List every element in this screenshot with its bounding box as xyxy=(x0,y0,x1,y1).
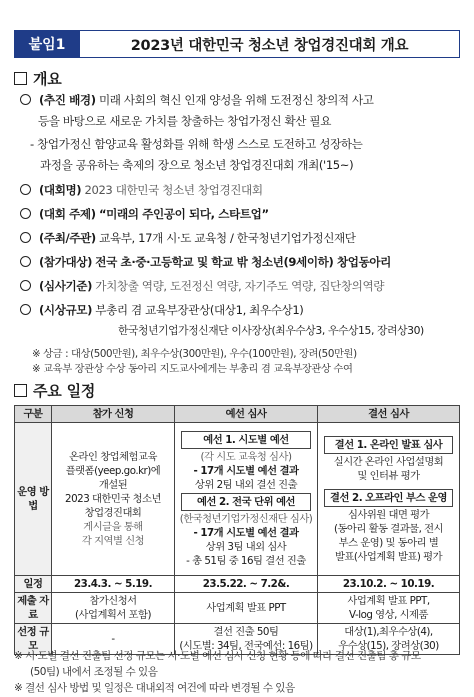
prelim-scale-line: (시도별: 34팀, 전국예선: 16팀) xyxy=(179,640,313,652)
final-materials-line: 사업계획 발표 PPT, xyxy=(347,595,430,607)
prelim-method-cell xyxy=(175,423,318,576)
prelim2-line: - 총 51팀 중 16팀 결선 진출 xyxy=(186,555,306,567)
item-eligibility: (참가대상) 전국 초·중·고등학교 및 학교 밖 청소년(9세이하) 창업동아리 xyxy=(20,252,460,273)
attachment-tag: 붙임1 xyxy=(14,30,80,58)
prelim1-line: 상위 2팀 내외 결선 진출 xyxy=(194,479,298,491)
row-label-scale: 선정 규모 xyxy=(15,624,52,655)
final-materials-cell xyxy=(318,593,460,624)
apply-method-cell xyxy=(52,423,175,576)
section-square-icon xyxy=(14,384,27,397)
table-row-materials xyxy=(15,593,460,624)
row-label-materials: 제출 자료 xyxy=(15,593,52,624)
item-background: (추진 배경) 미래 사회의 혁신 인재 양성을 위해 도전정신 창의적 사고 xyxy=(20,90,460,111)
footnote-schedule-change: ※ 결선 심사 방법 및 일정은 대내외적 여건에 따라 변경될 수 있음 xyxy=(14,682,295,694)
item-background-line2: 등을 바탕으로 새로운 가치를 창출하는 창업가정신 확산 필요 xyxy=(38,114,331,128)
prelim-schedule-cell: 23.5.22. ~ 7.2&. xyxy=(175,576,318,593)
final2-title: 결선 2. 오프라인 부스 운영 xyxy=(324,489,453,507)
col-header-prelim: 예선 심사 xyxy=(175,406,318,423)
apply-line: 2023 대한민국 청소년 xyxy=(65,493,161,505)
prelim1-sub: (각 시도 교육청 심사) xyxy=(200,451,292,463)
row-label-schedule: 일정 xyxy=(15,576,52,593)
circle-bullet-icon xyxy=(20,94,31,105)
final2-line: 부스 운영) 및 동아리 별 xyxy=(338,536,439,549)
col-header-final: 결선 심사 xyxy=(318,406,460,423)
final1-title: 결선 1. 온라인 발표 심사 xyxy=(324,436,453,454)
col-header-category: 구분 xyxy=(15,406,52,423)
circle-bullet-icon xyxy=(20,280,31,291)
final2-line: 발표(사업계획 발표) 평가 xyxy=(334,550,443,563)
apply-materials-cell xyxy=(52,593,175,624)
prelim1-line: - 17개 시도별 예선 결과 xyxy=(193,465,299,477)
apply-schedule-cell: 23.4.3. ~ 5.19. xyxy=(52,576,175,593)
final-schedule-cell: 23.10.2. ~ 10.19. xyxy=(318,576,460,593)
final2-line: (동아리 활동 결과물, 전시 xyxy=(333,522,444,535)
prelim1-title: 예선 1. 시도별 예선 xyxy=(181,431,311,449)
item-awards-line2: 한국청년기업가정신재단 이사장상(최우수상3, 우수상15, 장려상30) xyxy=(118,324,424,337)
footnote-quota-cont: (50팀) 내에서 조정될 수 있음 xyxy=(30,666,158,678)
apply-line: 플랫폼(yeep.go.kr)에 xyxy=(65,465,161,477)
document-header xyxy=(14,30,460,58)
item-dash-note-line2: 과정을 공유하는 축제의 장으로 청소년 창업경진대회 개최('15~) xyxy=(40,158,354,172)
prelim2-sub: (한국청년기업가정신재단 심사) xyxy=(179,513,313,525)
table-row-method xyxy=(15,423,460,576)
table-header-row xyxy=(15,406,460,423)
apply-line: 온라인 창업체험교육 xyxy=(69,451,157,463)
footnote-quota: ※ 시·도별 결선 진출팀 선정 규모는 시·도별 예선 심사 신청 현황 등에 따라 결선 진출팀 총 규모 xyxy=(14,650,421,662)
circle-bullet-icon xyxy=(20,184,31,195)
document-title: 2023년 대한민국 청소년 창업경진대회 개요 xyxy=(80,30,460,58)
final1-line: 및 인터뷰 평가 xyxy=(357,469,420,482)
item-contest-name: (대회명) 2023 대한민국 청소년 창업경진대회 xyxy=(20,180,460,201)
table-row-schedule xyxy=(15,576,460,593)
final2-line: 심사위원 대면 평가 xyxy=(347,508,430,521)
circle-bullet-icon xyxy=(20,208,31,219)
item-criteria: (심사기준) 가치창출 역량, 도전정신 역량, 자기주도 역량, 집단창의역량 xyxy=(20,276,460,297)
prelim-scale-line: 결선 진출 50팀 xyxy=(213,626,279,638)
final-scale-line: 우수상(15), 장려상(30) xyxy=(338,640,439,652)
final1-line: 실시간 온라인 사업설명회 xyxy=(333,455,444,468)
apply-line: 게시글을 통해 xyxy=(83,521,143,533)
item-awards: (시상규모) 부총리 겸 교육부장관상(대상1, 최우수상1) xyxy=(20,300,460,321)
final-materials-line: V-log 영상, 시제품 xyxy=(349,609,428,621)
schedule-table xyxy=(14,405,460,655)
item-contest-theme: (대회 주제) “미래의 주인공이 되다, 스타트업” xyxy=(20,204,460,225)
final-scale-line: 대상(1),최우수상(4), xyxy=(344,626,433,638)
prelim2-line: 상위 3팀 내외 심사 xyxy=(205,541,287,553)
prize-note: ※ 상금 : 대상(500만원), 최우수상(300만원), 우수(100만원), 장려(50만원) xyxy=(32,348,357,360)
apply-scale-cell: - xyxy=(52,624,175,655)
final-method-cell xyxy=(318,423,460,576)
apply-line: 창업경진대회 xyxy=(84,507,142,519)
row-label-method: 운영 방법 xyxy=(15,423,52,576)
circle-bullet-icon xyxy=(20,232,31,243)
item-dash-note: - 창업가정신 함양교육 활성화를 위해 학생 스스로 도전하고 성장하는 xyxy=(30,137,363,151)
apply-line: 각 지역별 신청 xyxy=(81,535,145,547)
section-overview-title: 개요 xyxy=(14,68,62,89)
apply-materials-line: 참가신청서 xyxy=(89,595,137,607)
section-schedule-title: 주요 일정 xyxy=(14,380,95,401)
col-header-apply: 참가 신청 xyxy=(52,406,175,423)
prelim-materials-cell: 사업계획 발표 PPT xyxy=(175,593,318,624)
prelim2-line: - 17개 시도별 예선 결과 xyxy=(193,527,299,539)
prelim2-title: 예선 2. 전국 단위 예선 xyxy=(181,493,311,511)
item-organizer: (주최/주관) 교육부, 17개 시·도 교육청 / 한국청년기업가정신재단 xyxy=(20,228,460,249)
apply-materials-line: (사업계획서 포함) xyxy=(75,609,151,621)
teacher-award-note: ※ 교육부 장관상 수상 동아리 지도교사에게는 부총리 겸 교육부장관상 수여 xyxy=(32,363,353,375)
circle-bullet-icon xyxy=(20,304,31,315)
apply-line: 개설된 xyxy=(98,479,128,491)
circle-bullet-icon xyxy=(20,256,31,267)
section-square-icon xyxy=(14,72,27,85)
